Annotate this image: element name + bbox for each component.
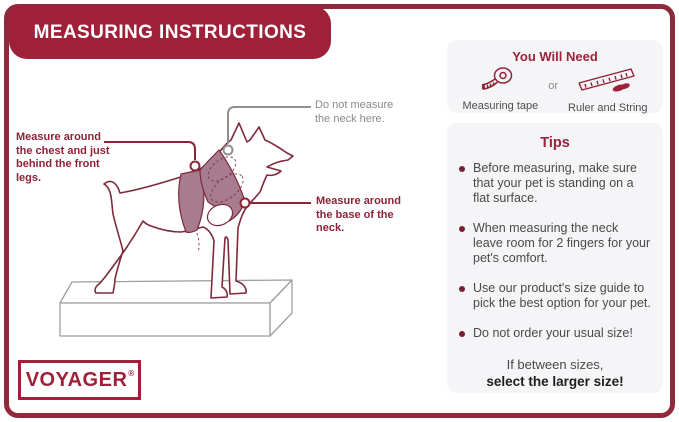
you-will-need-items bbox=[447, 66, 663, 114]
neck-base-marker bbox=[241, 199, 250, 208]
bullet-icon bbox=[459, 331, 465, 337]
tip-item: Use our product's size guide to pick the best option for your pet. bbox=[459, 281, 651, 311]
chest-marker bbox=[191, 162, 200, 171]
you-will-need-card bbox=[447, 40, 663, 113]
chest-annotation: Measure around the chest and just behind the front legs. bbox=[16, 131, 110, 184]
tip-item: Do not order your usual size! bbox=[459, 326, 651, 341]
neck-warning-annotation: Do not measure the neck here. bbox=[315, 99, 394, 125]
measuring-tape-item bbox=[462, 66, 538, 112]
ruler-and-string-label: Ruler and String bbox=[568, 102, 648, 114]
tips-footer bbox=[459, 356, 651, 391]
neck-warning-marker bbox=[224, 146, 233, 155]
you-will-need-title: You Will Need bbox=[512, 49, 598, 64]
or-separator: or bbox=[548, 80, 559, 92]
voyager-logo bbox=[18, 360, 141, 400]
ruler-and-string-icon bbox=[575, 66, 641, 101]
ruler-and-string-item bbox=[568, 66, 648, 114]
measuring-tape-icon bbox=[481, 66, 519, 99]
voyager-logo-text: VOYAGER bbox=[25, 368, 128, 391]
tips-list bbox=[459, 161, 651, 341]
tips-title: Tips bbox=[540, 135, 570, 151]
neck-base-annotation: Measure around the base of the neck. bbox=[316, 195, 401, 234]
bullet-icon bbox=[459, 226, 465, 232]
bullet-icon bbox=[459, 166, 465, 172]
measuring-tape-label: Measuring tape bbox=[462, 100, 539, 112]
registered-mark: ® bbox=[128, 368, 135, 378]
tips-footer-line1: If between sizes, bbox=[506, 357, 604, 372]
chest-leader-line bbox=[104, 142, 200, 171]
page-title: MEASURING INSTRUCTIONS bbox=[33, 21, 307, 43]
tips-footer-line2: select the larger size! bbox=[486, 374, 624, 389]
bullet-icon bbox=[459, 286, 465, 292]
tips-card bbox=[447, 123, 663, 393]
title-banner bbox=[9, 6, 331, 59]
tip-item: Before measuring, make sure that your pet is standing on a flat surface. bbox=[459, 161, 651, 206]
tip-item: When measuring the neck leave room for 2 fingers for your pet's comfort. bbox=[459, 221, 651, 266]
